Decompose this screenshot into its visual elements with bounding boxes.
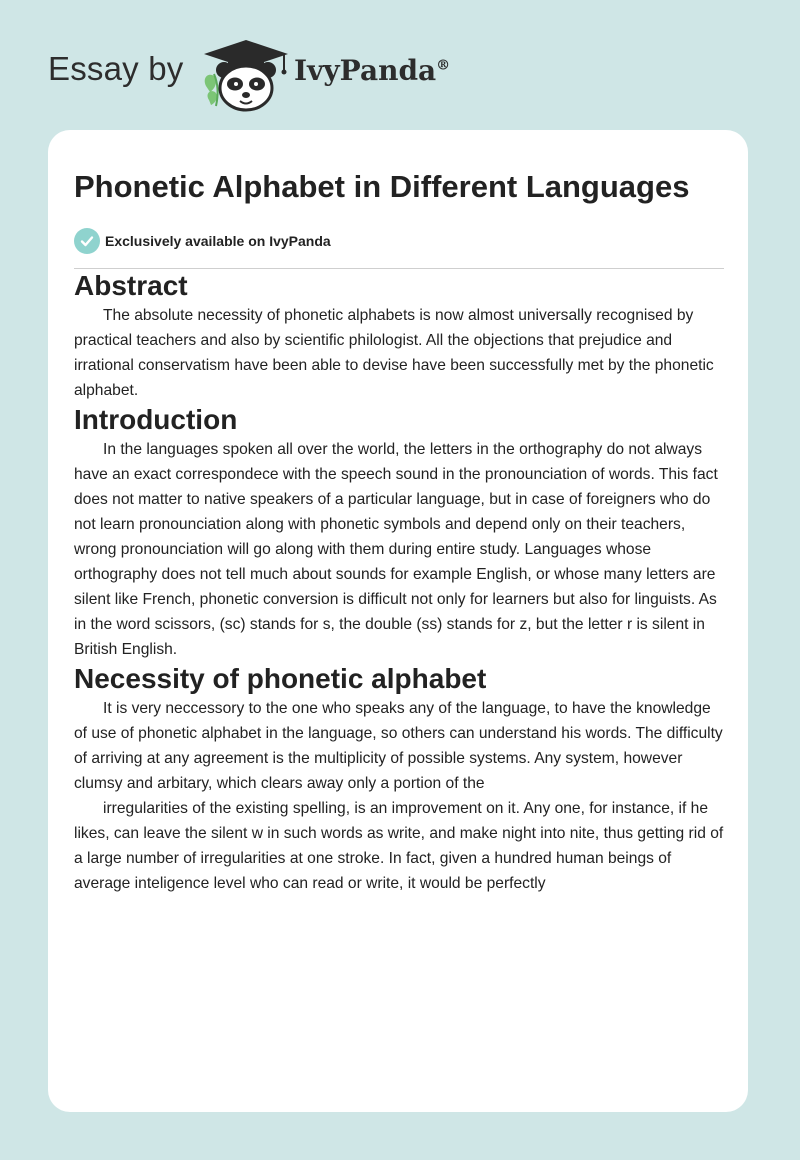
paragraph-necessity-1: It is very neccessory to the one who speaks any of the language, to have the knowledge of use of phonetic alphabet in the language, so others can understand his words. The difficulty of arriving at any agreement is the multiplicity of possible systems. Any system, however clumsy and arbitary, which clears away only a portion of the — [74, 700, 723, 792]
essay-by-label: Essay by — [48, 50, 184, 87]
brand-name[interactable]: IvyPanda® — [294, 54, 451, 87]
essay-card — [48, 130, 748, 1112]
section-heading-necessity: Necessity of phonetic alphabet — [74, 663, 487, 694]
checkmark-icon — [74, 228, 100, 254]
section-heading-abstract: Abstract — [74, 270, 188, 301]
exclusive-badge — [74, 228, 724, 254]
badge-text: Exclusively available on IvyPanda — [105, 233, 331, 249]
section-heading-introduction: Introduction — [74, 404, 238, 435]
essay-content — [74, 166, 724, 896]
paragraph-necessity-2: irregularities of the existing spelling, is an improvement on it. Any one, for instance, if he likes, can leave the silent w in such words as write, and make night into nite, thus getting rid of a large number of irregularities at one stroke. In fact, given a hundred human beings of average inteligence level who can read or write, it would be perfectly — [74, 800, 724, 892]
paragraph-abstract: The absolute necessity of phonetic alphabets is now almost universally recognised by practical teachers and also by scientific philologist. All the objections that prejudice and irrational conservatism have been able to devise have been successfully met by the phonetic alphabet. — [74, 307, 714, 399]
paragraph-introduction: In the languages spoken all over the world, the letters in the orthography do not always have an exact correspondece with the speech sound in the pronounciation of words. This fact does not matter to native speakers of a particular language, but in case of foreigners who do not learn pronounciation along with phonetic symbols and depend only on their teachers, wrong pronounciation will go along with them during entire study. Languages whose orthography does not tell much about sounds for example English, or whose many letters are silent like French, phonetic conversion is difficult not only for learners but also for linguists. As in the word scissors, (sc) stands for s, the double (ss) stands for z, but the letter r is silent in British English. — [74, 441, 718, 658]
page-title: Phonetic Alphabet in Different Languages — [74, 169, 690, 204]
ivypanda-logo-icon[interactable] — [200, 36, 292, 112]
site-header — [0, 0, 800, 130]
